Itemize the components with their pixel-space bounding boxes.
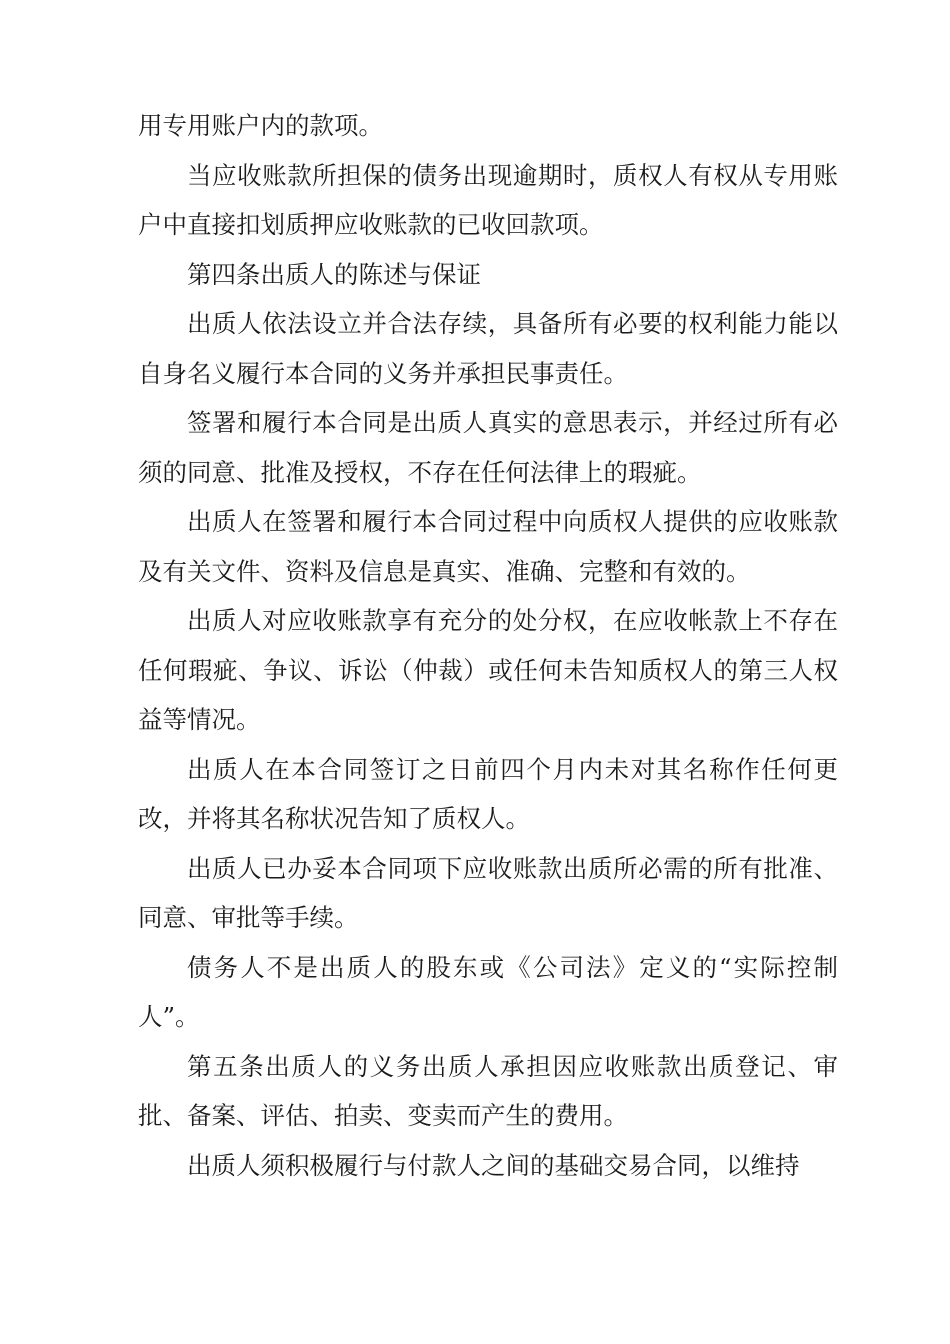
paragraph-information-accuracy: 出质人在签署和履行本合同过程中向质权人提供的应收账款及有关文件、资料及信息是真实、准确、完整和有效的。: [138, 507, 838, 586]
paragraph-overdue-deduction: 当应收账款所担保的债务出现逾期时，质权人有权从专用账户中直接扣划质押应收账款的已收回款项。: [138, 160, 838, 239]
document-body: [138, 101, 838, 1190]
paragraph-true-intention: 签署和履行本合同是出质人真实的意思表示，并经过所有必须的同意、批准及授权，不存在任何法律上的瑕疵。: [138, 408, 838, 487]
paragraph-disposal-right: 出质人对应收账款享有充分的处分权，在应收帐款上不存在任何瑕疵、争议、诉讼（仲裁）或任何未告知质权人的第三人权益等情况。: [138, 606, 838, 734]
paragraph-debtor-status: 债务人不是出质人的股东或《公司法》定义的“实际控制人”。: [138, 952, 838, 1031]
paragraph-approvals: 出质人已办妥本合同项下应收账款出质所必需的所有批准、同意、审批等手续。: [138, 853, 838, 932]
section-heading-article-5: 第五条出质人的义务出质人承担因应收账款出质登记、审批、备案、评估、拍卖、变卖而产生的费用。: [138, 1051, 838, 1130]
section-heading-article-4: 第四条出质人的陈述与保证: [187, 259, 481, 289]
paragraph-name-change: 出质人在本合同签订之日前四个月内未对其名称作任何更改，并将其名称状况告知了质权人。: [138, 754, 838, 833]
paragraph-continuation: 用专用账户内的款项。: [138, 111, 383, 140]
paragraph-basic-contract: 出质人须积极履行与付款人之间的基础交易合同，以维持: [187, 1150, 800, 1180]
paragraph-legal-capacity: 出质人依法设立并合法存续，具备所有必要的权利能力能以自身名义履行本合同的义务并承担民事责任。: [138, 309, 838, 388]
